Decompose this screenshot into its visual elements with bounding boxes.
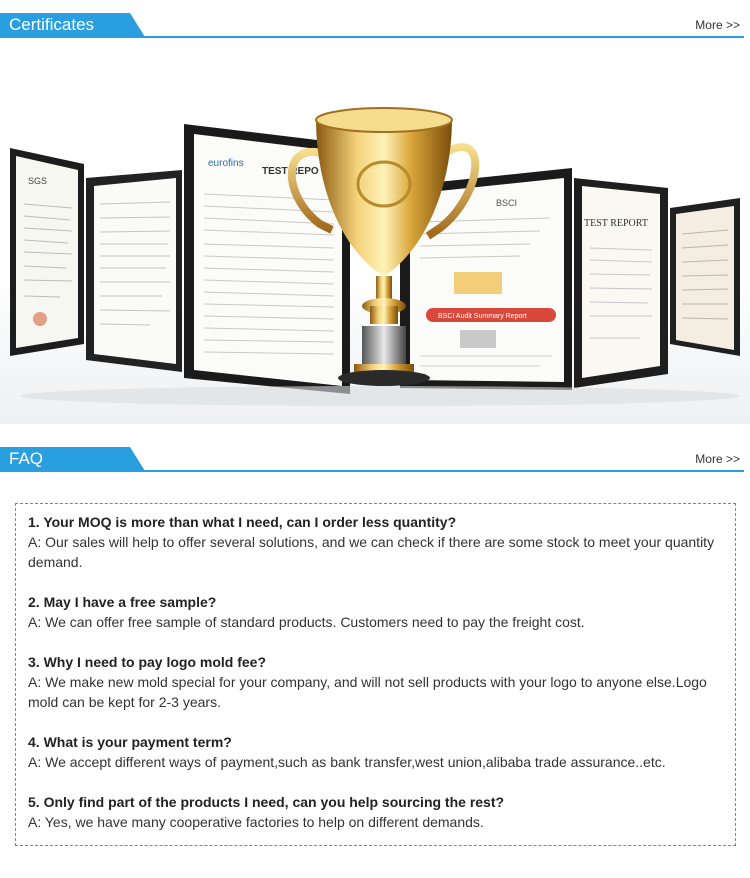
faq-list: [15, 503, 736, 846]
certificate-left: [86, 170, 182, 372]
bsci-label: BSCI: [496, 198, 518, 208]
bsci-banner: BSCI Audit Summary Report: [438, 313, 527, 320]
certificate-far-right: [670, 198, 740, 356]
faq-question: 1. Your MOQ is more than what I need, can I order less quantity?: [28, 514, 457, 530]
certificates-more-link[interactable]: More >>: [695, 18, 740, 32]
faq-header: [0, 447, 750, 471]
faq-answer: A: We accept different ways of payment,such as bank transfer,west union,alibaba trade assurance..etc.: [28, 754, 666, 770]
faq-question: 2. May I have a free sample?: [28, 594, 217, 610]
certificate-test-report: [574, 178, 668, 388]
certificates-header: [0, 13, 750, 37]
faq-question: 3. Why I need to pay logo mold fee?: [28, 654, 267, 670]
faq-answer: A: We can offer free sample of standard products. Customers need to pay the freight cost.: [28, 614, 585, 630]
test-report-label: TEST REPO: [262, 166, 319, 177]
faq-item: [28, 512, 723, 572]
faq-item: [28, 732, 723, 772]
faq-item: [28, 652, 723, 712]
faq-item: [28, 592, 723, 632]
faq-title: FAQ: [9, 449, 44, 468]
faq-answer: A: We make new mold special for your company, and will not sell products with your logo to anyone else.Logo mold can be kept for 2-3 years.: [28, 674, 707, 710]
header-underline: [0, 470, 744, 472]
faq-item: [28, 792, 723, 832]
header-underline: [0, 36, 744, 38]
faq-answer: A: Our sales will help to offer several solutions, and we can check if there are some stock to meet your quantity demand.: [28, 534, 715, 570]
certificates-illustration: [0, 44, 750, 424]
sgs-label: SGS: [28, 176, 48, 186]
faq-answer: A: Yes, we have many cooperative factories to help on different demands.: [28, 814, 484, 830]
eurofins-label: eurofins: [208, 158, 244, 169]
test-report-right-label: TEST REPORT: [584, 218, 648, 229]
certificate-sgs: [10, 148, 84, 356]
certificates-image: [0, 44, 750, 424]
faq-question: 4. What is your payment term?: [28, 734, 232, 750]
faq-question: 5. Only find part of the products I need, can you help sourcing the rest?: [28, 794, 505, 810]
certificates-title: Certificates: [9, 15, 95, 34]
faq-more-link[interactable]: More >>: [695, 452, 740, 466]
